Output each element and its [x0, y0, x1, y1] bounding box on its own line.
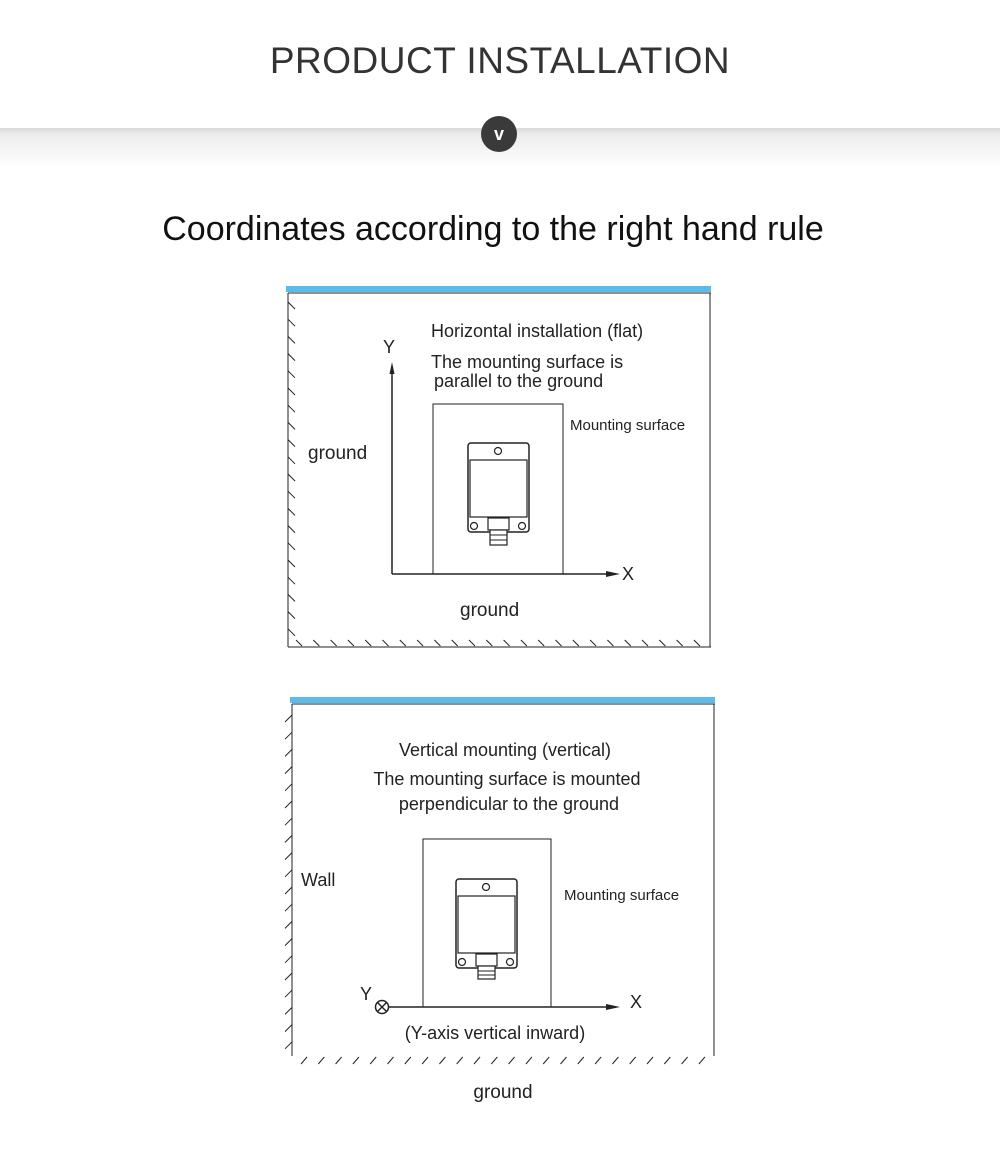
caption-line-1: Vertical mounting (vertical) — [398, 740, 612, 760]
mounting-surface-label: Mounting surface — [564, 887, 680, 904]
page-title: PRODUCT INSTALLATION — [269, 40, 731, 81]
caption-line-3: parallel to the ground — [434, 371, 604, 391]
ground-label: ground — [473, 1082, 533, 1103]
chevron-badge-icon: v — [481, 116, 517, 152]
caption-line-2: The mounting surface is mounted — [373, 769, 641, 789]
hatch-mark — [664, 1057, 670, 1064]
hatch-mark — [457, 1057, 463, 1064]
hatch-mark — [285, 818, 292, 825]
wall-hatch-left — [285, 715, 292, 1049]
x-axis-label: X — [622, 564, 635, 584]
caption-line-1: Horizontal installation (flat) — [431, 321, 644, 341]
y-axis-label: Y — [383, 337, 396, 357]
hatch-mark — [318, 1057, 324, 1064]
hatch-mark — [353, 1057, 359, 1064]
section-title: Coordinates according to the right hand rule — [162, 210, 824, 248]
hatch-mark — [301, 1057, 307, 1064]
hatch-mark — [630, 1057, 636, 1064]
y-axis-label: Y — [360, 984, 373, 1004]
ground-left-label: ground — [308, 443, 368, 464]
hatch-mark — [612, 1057, 618, 1064]
hatch-mark — [285, 749, 292, 756]
hatch-mark — [285, 1007, 292, 1014]
hatch-mark — [285, 732, 292, 739]
wall-label: Wall — [301, 870, 336, 890]
hatch-mark — [285, 1042, 292, 1049]
hatch-mark — [509, 1057, 515, 1064]
hatch-mark — [388, 1057, 394, 1064]
x-axis-label: X — [630, 992, 643, 1012]
hatch-mark — [578, 1057, 584, 1064]
hatch-mark — [285, 921, 292, 928]
hatch-mark — [285, 767, 292, 774]
hatch-mark — [526, 1057, 532, 1064]
hatch-mark — [285, 990, 292, 997]
hatch-mark — [682, 1057, 688, 1064]
hatch-mark — [699, 1057, 705, 1064]
mounting-surface-label: Mounting surface — [570, 417, 686, 434]
hatch-mark — [285, 1025, 292, 1032]
hatch-mark — [285, 887, 292, 894]
y-axis-into-page-icon — [376, 1001, 389, 1014]
hatch-mark — [336, 1057, 342, 1064]
hatch-mark — [595, 1057, 601, 1064]
accent-bar-top — [290, 697, 715, 703]
hatch-mark — [370, 1057, 376, 1064]
hatch-mark — [285, 956, 292, 963]
hatch-mark — [285, 904, 292, 911]
hatch-mark — [285, 801, 292, 808]
ground-hatch-bottom — [301, 1057, 705, 1064]
hatch-mark — [491, 1057, 497, 1064]
hatch-mark — [285, 853, 292, 860]
caption-line-2: The mounting surface is — [431, 352, 624, 372]
hatch-mark — [285, 939, 292, 946]
hatch-mark — [285, 715, 292, 722]
x-axis-arrow-icon — [606, 1004, 620, 1010]
hatch-mark — [285, 835, 292, 842]
ground-bottom-label: ground — [460, 600, 520, 621]
hatch-mark — [647, 1057, 653, 1064]
hatch-mark — [405, 1057, 411, 1064]
hatch-mark — [285, 973, 292, 980]
hatch-mark — [439, 1057, 445, 1064]
y-axis-note: (Y-axis vertical inward) — [404, 1023, 586, 1043]
hatch-mark — [474, 1057, 480, 1064]
sensor-device-icon — [456, 879, 517, 979]
caption-line-3: perpendicular to the ground — [398, 794, 620, 814]
hatch-mark — [422, 1057, 428, 1064]
hatch-mark — [543, 1057, 549, 1064]
hatch-mark — [285, 870, 292, 877]
hatch-mark — [561, 1057, 567, 1064]
hatch-mark — [285, 784, 292, 791]
